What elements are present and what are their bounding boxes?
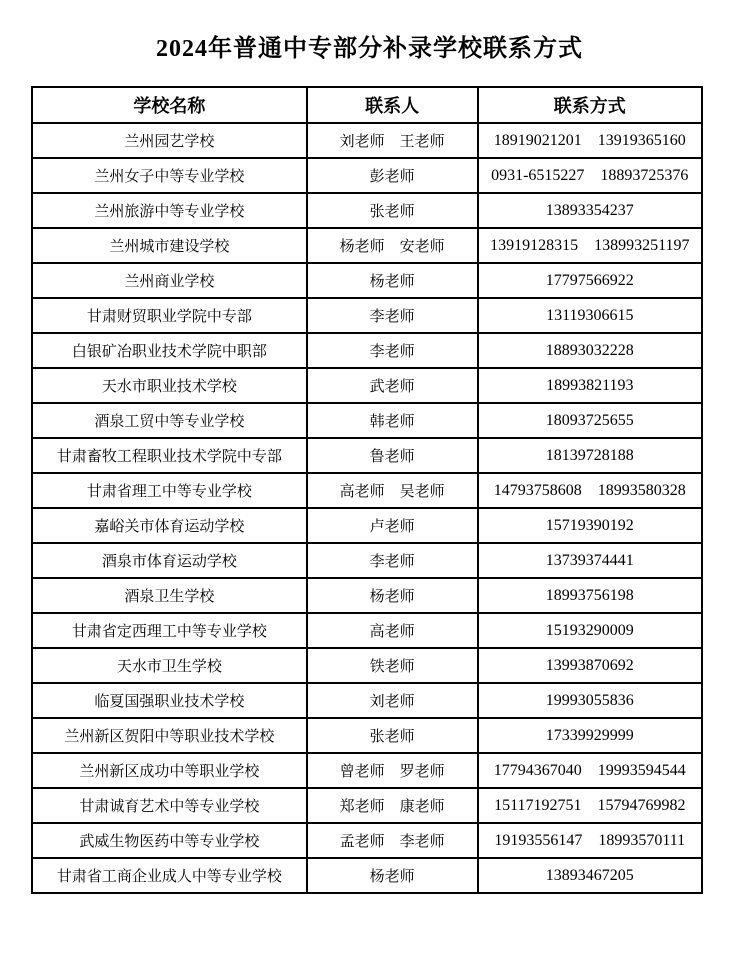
contact-person-cell: 刘老师 — [307, 683, 478, 718]
phone-number-cell: 18993756198 — [478, 578, 702, 613]
table-row — [32, 158, 702, 193]
school-name-cell: 兰州女子中等专业学校 — [32, 158, 307, 193]
phone-number-cell: 14793758608 18993580328 — [478, 473, 702, 508]
phone-number-cell: 19993055836 — [478, 683, 702, 718]
school-name-cell: 甘肃畜牧工程职业技术学院中专部 — [32, 438, 307, 473]
contact-person-cell: 孟老师 李老师 — [307, 823, 478, 858]
column-header-contact-person: 联系人 — [307, 87, 478, 123]
phone-number-cell: 15117192751 15794769982 — [478, 788, 702, 823]
contact-person-cell: 武老师 — [307, 368, 478, 403]
contact-person-cell: 李老师 — [307, 543, 478, 578]
phone-number-cell: 13993870692 — [478, 648, 702, 683]
table-row — [32, 333, 702, 368]
school-name-cell: 天水市卫生学校 — [32, 648, 307, 683]
table-row — [32, 788, 702, 823]
column-header-school-name: 学校名称 — [32, 87, 307, 123]
phone-number-cell: 13119306615 — [478, 298, 702, 333]
phone-number-cell: 17794367040 19993594544 — [478, 753, 702, 788]
contact-person-cell: 李老师 — [307, 298, 478, 333]
contact-person-cell: 杨老师 — [307, 858, 478, 893]
phone-number-cell: 18993821193 — [478, 368, 702, 403]
contact-person-cell: 鲁老师 — [307, 438, 478, 473]
table-row — [32, 823, 702, 858]
contact-person-cell: 杨老师 安老师 — [307, 228, 478, 263]
contact-person-cell: 张老师 — [307, 718, 478, 753]
table-row — [32, 648, 702, 683]
school-name-cell: 甘肃省工商企业成人中等专业学校 — [32, 858, 307, 893]
contact-person-cell: 杨老师 — [307, 578, 478, 613]
phone-number-cell: 0931-6515227 18893725376 — [478, 158, 702, 193]
phone-number-cell: 15193290009 — [478, 613, 702, 648]
contact-person-cell: 韩老师 — [307, 403, 478, 438]
contact-person-cell: 卢老师 — [307, 508, 478, 543]
phone-number-cell: 13739374441 — [478, 543, 702, 578]
school-name-cell: 嘉峪关市体育运动学校 — [32, 508, 307, 543]
table-row — [32, 858, 702, 893]
school-name-cell: 武威生物医药中等专业学校 — [32, 823, 307, 858]
page-title: 2024年普通中专部分补录学校联系方式 — [156, 36, 583, 62]
header-row — [32, 87, 702, 123]
contact-person-cell: 曾老师 罗老师 — [307, 753, 478, 788]
contact-person-cell: 杨老师 — [307, 263, 478, 298]
school-name-cell: 兰州新区成功中等职业学校 — [32, 753, 307, 788]
school-name-cell: 临夏国强职业技术学校 — [32, 683, 307, 718]
contact-person-cell: 铁老师 — [307, 648, 478, 683]
table-row — [32, 718, 702, 753]
table-row — [32, 403, 702, 438]
phone-number-cell: 18093725655 — [478, 403, 702, 438]
school-name-cell: 甘肃省理工中等专业学校 — [32, 473, 307, 508]
table-row — [32, 543, 702, 578]
column-header-contact-method: 联系方式 — [478, 87, 702, 123]
table-row — [32, 683, 702, 718]
table-row — [32, 753, 702, 788]
table-row — [32, 298, 702, 333]
school-name-cell: 天水市职业技术学校 — [32, 368, 307, 403]
school-name-cell: 兰州新区贺阳中等职业技术学校 — [32, 718, 307, 753]
school-name-cell: 甘肃财贸职业学院中专部 — [32, 298, 307, 333]
table-row — [32, 508, 702, 543]
phone-number-cell: 18893032228 — [478, 333, 702, 368]
table-row — [32, 193, 702, 228]
table-row — [32, 228, 702, 263]
phone-number-cell: 13893354237 — [478, 193, 702, 228]
table-row — [32, 263, 702, 298]
contact-person-cell: 刘老师 王老师 — [307, 123, 478, 158]
school-name-cell: 兰州旅游中等专业学校 — [32, 193, 307, 228]
phone-number-cell: 13919128315 138993251197 — [478, 228, 702, 263]
phone-number-cell: 17339929999 — [478, 718, 702, 753]
contact-person-cell: 彭老师 — [307, 158, 478, 193]
table-row — [32, 438, 702, 473]
table-row — [32, 613, 702, 648]
school-name-cell: 白银矿冶职业技术学院中职部 — [32, 333, 307, 368]
school-name-cell: 酒泉工贸中等专业学校 — [32, 403, 307, 438]
table-row — [32, 473, 702, 508]
contact-person-cell: 李老师 — [307, 333, 478, 368]
table-row — [32, 368, 702, 403]
phone-number-cell: 19193556147 18993570111 — [478, 823, 702, 858]
table-body — [32, 123, 702, 893]
school-name-cell: 兰州园艺学校 — [32, 123, 307, 158]
contact-person-cell: 高老师 吴老师 — [307, 473, 478, 508]
contact-table — [31, 86, 703, 894]
school-name-cell: 酒泉市体育运动学校 — [32, 543, 307, 578]
table-row — [32, 578, 702, 613]
table-row — [32, 123, 702, 158]
phone-number-cell: 15719390192 — [478, 508, 702, 543]
phone-number-cell: 18919021201 13919365160 — [478, 123, 702, 158]
contact-person-cell: 郑老师 康老师 — [307, 788, 478, 823]
school-name-cell: 兰州城市建设学校 — [32, 228, 307, 263]
phone-number-cell: 13893467205 — [478, 858, 702, 893]
contact-person-cell: 张老师 — [307, 193, 478, 228]
phone-number-cell: 17797566922 — [478, 263, 702, 298]
contact-person-cell: 高老师 — [307, 613, 478, 648]
school-name-cell: 甘肃诚育艺术中等专业学校 — [32, 788, 307, 823]
school-name-cell: 兰州商业学校 — [32, 263, 307, 298]
school-name-cell: 酒泉卫生学校 — [32, 578, 307, 613]
school-name-cell: 甘肃省定西理工中等专业学校 — [32, 613, 307, 648]
phone-number-cell: 18139728188 — [478, 438, 702, 473]
